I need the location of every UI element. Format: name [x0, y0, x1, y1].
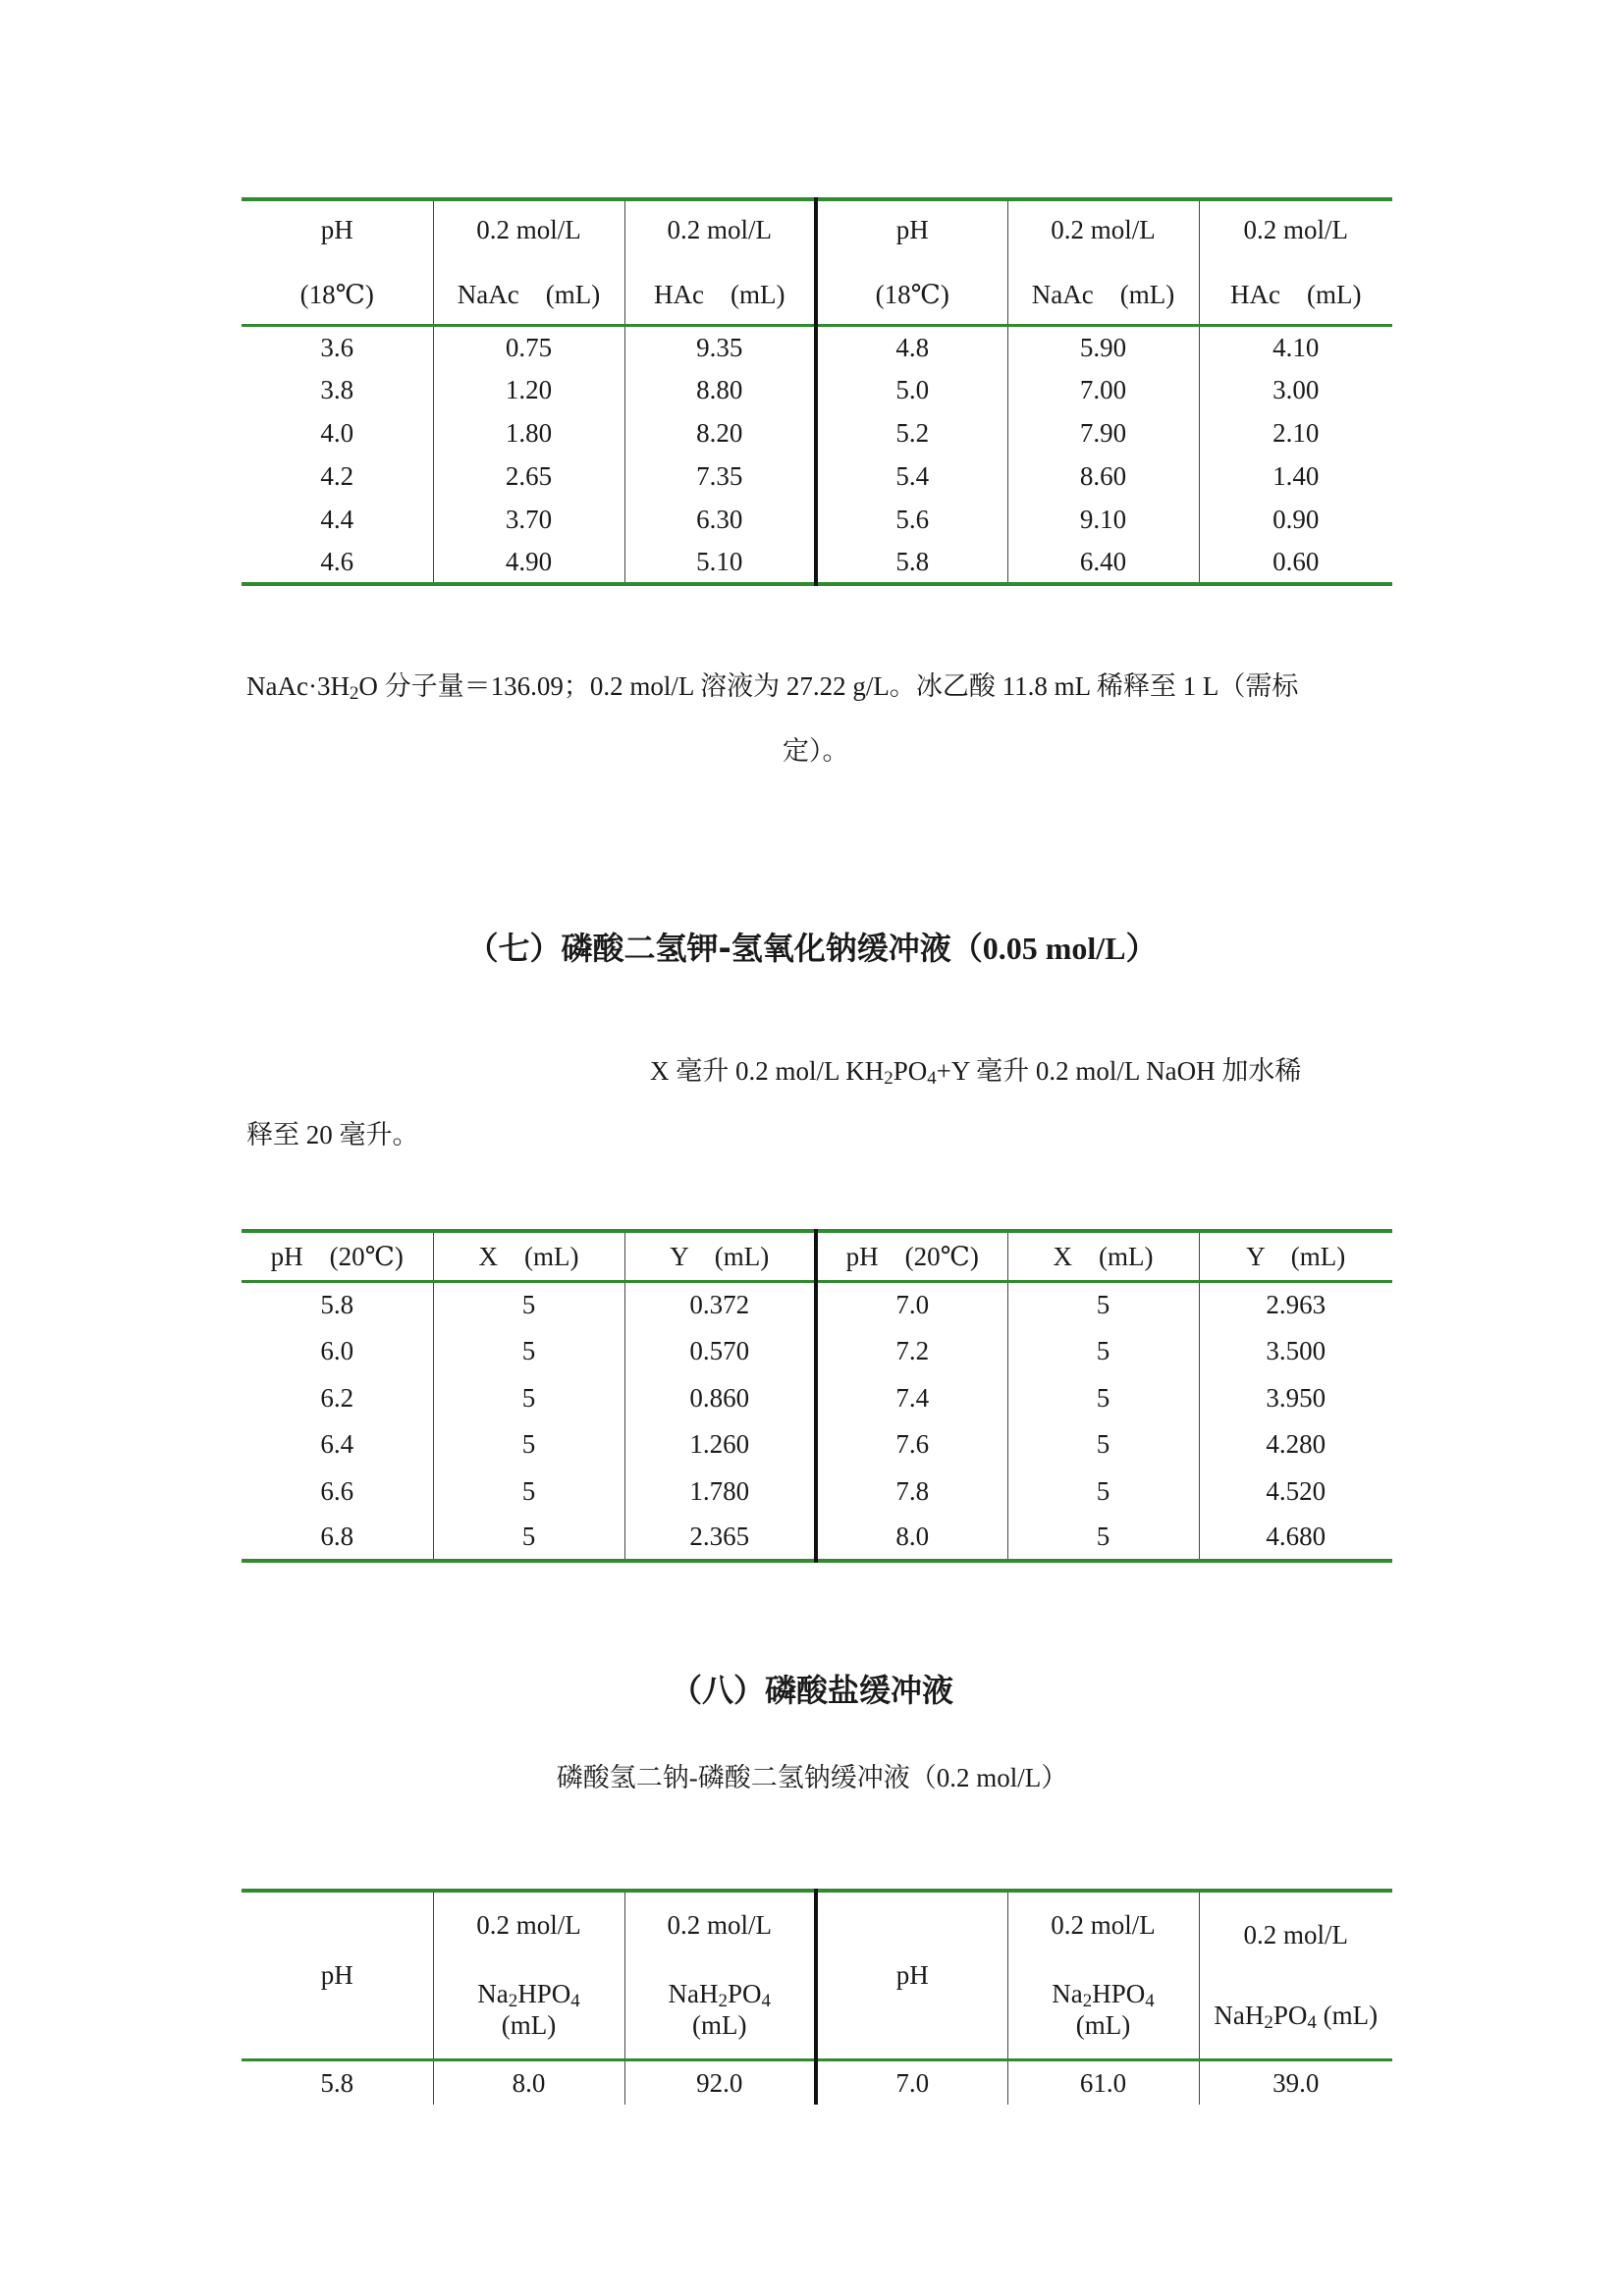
section-7-description: X 毫升 0.2 mol/L $KH_2PO_4+Y$ 毫升 0.2 mol/L NaOH 加水稀 — [650, 1056, 1302, 1089]
table-cell: 5 — [433, 1328, 624, 1375]
table-body — [242, 2059, 1392, 2105]
table-cell: 6.40 — [1007, 541, 1199, 584]
table-cell: 3.500 — [1199, 1328, 1392, 1375]
table-cell: 7.2 — [816, 1328, 1007, 1375]
table-cell: 1.780 — [624, 1468, 816, 1515]
table-row — [242, 1281, 1392, 1328]
table-cell: 5.8 — [320, 2067, 354, 2098]
table-row — [242, 325, 1392, 368]
table-cell: 0.570 — [624, 1328, 816, 1375]
kh2po4-naoh-table — [242, 1229, 1392, 1563]
table-cell: 5 — [1007, 1468, 1199, 1515]
table-cell: 7.0 — [816, 2059, 1007, 2105]
table-cell: 5.90 — [1007, 325, 1199, 368]
table-cell: 5 — [433, 1374, 624, 1421]
table-cell: 3.950 — [1199, 1374, 1392, 1421]
table-cell: 5.0 — [816, 368, 1007, 411]
table-cell: 7.0 — [816, 1281, 1007, 1328]
table-cell: 4.0 — [320, 417, 354, 448]
table-cell: 5.2 — [816, 411, 1007, 454]
table-cell: 5 — [433, 1468, 624, 1515]
table-cell: 5.8 — [320, 1290, 354, 1320]
table-cell: 6.8 — [320, 1522, 354, 1552]
table-cell: 5 — [1007, 1421, 1199, 1468]
table-cell: 3.70 — [433, 498, 624, 541]
table-cell: 4.4 — [320, 504, 354, 534]
table-cell: 5 — [433, 1515, 624, 1562]
table-cell: 1.80 — [433, 411, 624, 454]
table-cell: 4.6 — [320, 546, 354, 576]
table-cell: 6.6 — [320, 1475, 354, 1506]
header-ph-18: pH (18℃) — [242, 199, 433, 325]
table-cell: 9.35 — [624, 325, 816, 368]
header-ph-18: pH (18℃) — [816, 199, 1007, 325]
table-cell: 1.40 — [1199, 454, 1392, 498]
table-row — [242, 368, 1392, 411]
acetate-note-line2: 定）。 — [783, 736, 849, 766]
phosphate-buffer-table — [242, 1889, 1392, 2105]
table-cell: 3.8 — [320, 374, 354, 404]
header-nah2po4: 0.2 mol/L $NaH_2PO_4$ (mL) — [1199, 1891, 1392, 2059]
table-cell: 8.0 — [433, 2059, 624, 2105]
table-header-row — [242, 1891, 1392, 2059]
table-cell: 8.20 — [624, 411, 816, 454]
table-row — [242, 498, 1392, 541]
table-cell: 7.00 — [1007, 368, 1199, 411]
header-hac: 0.2 mol/L HAc (mL) — [624, 199, 816, 325]
header-x: X (mL) — [433, 1231, 624, 1281]
table-cell: 1.260 — [624, 1421, 816, 1468]
table-cell: 7.90 — [1007, 411, 1199, 454]
table-row — [242, 454, 1392, 498]
table-cell: 4.520 — [1199, 1468, 1392, 1515]
table-row — [242, 1328, 1392, 1375]
table-cell: 4.90 — [433, 541, 624, 584]
header-na2hpo4: 0.2 mol/L $Na_2HPO_4$ (mL) — [1007, 1891, 1199, 2059]
table-cell: 4.8 — [816, 325, 1007, 368]
table-cell: 0.75 — [433, 325, 624, 368]
table-cell: 1.20 — [433, 368, 624, 411]
table-row — [242, 2059, 1392, 2105]
table-cell: 5.4 — [816, 454, 1007, 498]
table-cell: 6.4 — [320, 1429, 354, 1460]
header-ph-20: pH (20℃) — [816, 1231, 1007, 1281]
table-cell: 4.280 — [1199, 1421, 1392, 1468]
table-cell: 5.10 — [624, 541, 816, 584]
table-cell: 7.35 — [624, 454, 816, 498]
header-naac: 0.2 mol/L NaAc (mL) — [433, 199, 624, 325]
header-naac: 0.2 mol/L NaAc (mL) — [1007, 199, 1199, 325]
table-header-row — [242, 1231, 1392, 1281]
section-7-description-line2: 释至 20 毫升。 — [246, 1120, 419, 1149]
table-cell: 6.2 — [320, 1382, 354, 1413]
table-cell: 5.8 — [816, 541, 1007, 584]
table-cell: 4.2 — [320, 460, 354, 491]
table-row — [242, 1421, 1392, 1468]
table-row — [242, 1374, 1392, 1421]
section-8-subtitle: 磷酸氢二钠-磷酸二氢钠缓冲液（0.2 mol/L） — [556, 1763, 1068, 1792]
table-cell: 5 — [1007, 1374, 1199, 1421]
table-cell: 0.60 — [1199, 541, 1392, 584]
table-cell: 5 — [433, 1421, 624, 1468]
table-row — [242, 1515, 1392, 1562]
table-cell: 8.80 — [624, 368, 816, 411]
table-cell: 5 — [1007, 1515, 1199, 1562]
table-body — [242, 1281, 1392, 1561]
table-cell: 5 — [1007, 1281, 1199, 1328]
acetate-buffer-table — [242, 197, 1392, 586]
table-cell: 2.365 — [624, 1515, 816, 1562]
table-cell: 3.00 — [1199, 368, 1392, 411]
header-na2hpo4: 0.2 mol/L $Na_2HPO_4$ (mL) — [433, 1891, 624, 2059]
header-hac: 0.2 mol/L HAc (mL) — [1199, 199, 1392, 325]
header-x: X (mL) — [1007, 1231, 1199, 1281]
header-nah2po4: 0.2 mol/L $NaH_2PO_4$ (mL) — [624, 1891, 816, 2059]
table-cell: 6.30 — [624, 498, 816, 541]
section-7-title: （七）磷酸二氢钾-氢氧化钠缓冲液（0.05 mol/L） — [466, 930, 1158, 967]
section-8-title: （八）磷酸盐缓冲液 — [670, 1672, 953, 1709]
table-cell: 0.860 — [624, 1374, 816, 1421]
header-ph-20: pH (20℃) — [242, 1231, 433, 1281]
table-cell: 3.6 — [320, 332, 354, 362]
table-cell: 0.372 — [624, 1281, 816, 1328]
table-cell: 92.0 — [624, 2059, 816, 2105]
table-body — [242, 325, 1392, 584]
header-ph: pH — [242, 1891, 433, 2059]
table-cell: 39.0 — [1199, 2059, 1392, 2105]
table-cell: 7.8 — [816, 1468, 1007, 1515]
table-cell: 2.65 — [433, 454, 624, 498]
table-cell: 5.6 — [816, 498, 1007, 541]
table-header-row — [242, 199, 1392, 325]
table-row — [242, 541, 1392, 584]
table-cell: 5 — [433, 1281, 624, 1328]
table-cell: 0.90 — [1199, 498, 1392, 541]
table-row — [242, 411, 1392, 454]
header-y: Y (mL) — [624, 1231, 816, 1281]
table-cell: 2.10 — [1199, 411, 1392, 454]
table-row — [242, 1468, 1392, 1515]
table-cell: 9.10 — [1007, 498, 1199, 541]
table-cell: 7.6 — [816, 1421, 1007, 1468]
table-cell: 7.4 — [816, 1374, 1007, 1421]
table-cell: 8.0 — [816, 1515, 1007, 1562]
header-ph: pH — [816, 1891, 1007, 2059]
table-cell: 8.60 — [1007, 454, 1199, 498]
table-cell: 4.680 — [1199, 1515, 1392, 1562]
table-cell: 4.10 — [1199, 325, 1392, 368]
acetate-note: $NaAc\cdot 3H_2O$ 分子量＝136.09；0.2 mol/L 溶液为 27.22 g/L。冰乙酸 11.8 mL 稀释至 1 L（需标 — [246, 671, 1299, 704]
table-cell: 5 — [1007, 1328, 1199, 1375]
table-cell: 2.963 — [1199, 1281, 1392, 1328]
header-y: Y (mL) — [1199, 1231, 1392, 1281]
table-cell: 61.0 — [1007, 2059, 1199, 2105]
table-cell: 6.0 — [320, 1336, 354, 1366]
